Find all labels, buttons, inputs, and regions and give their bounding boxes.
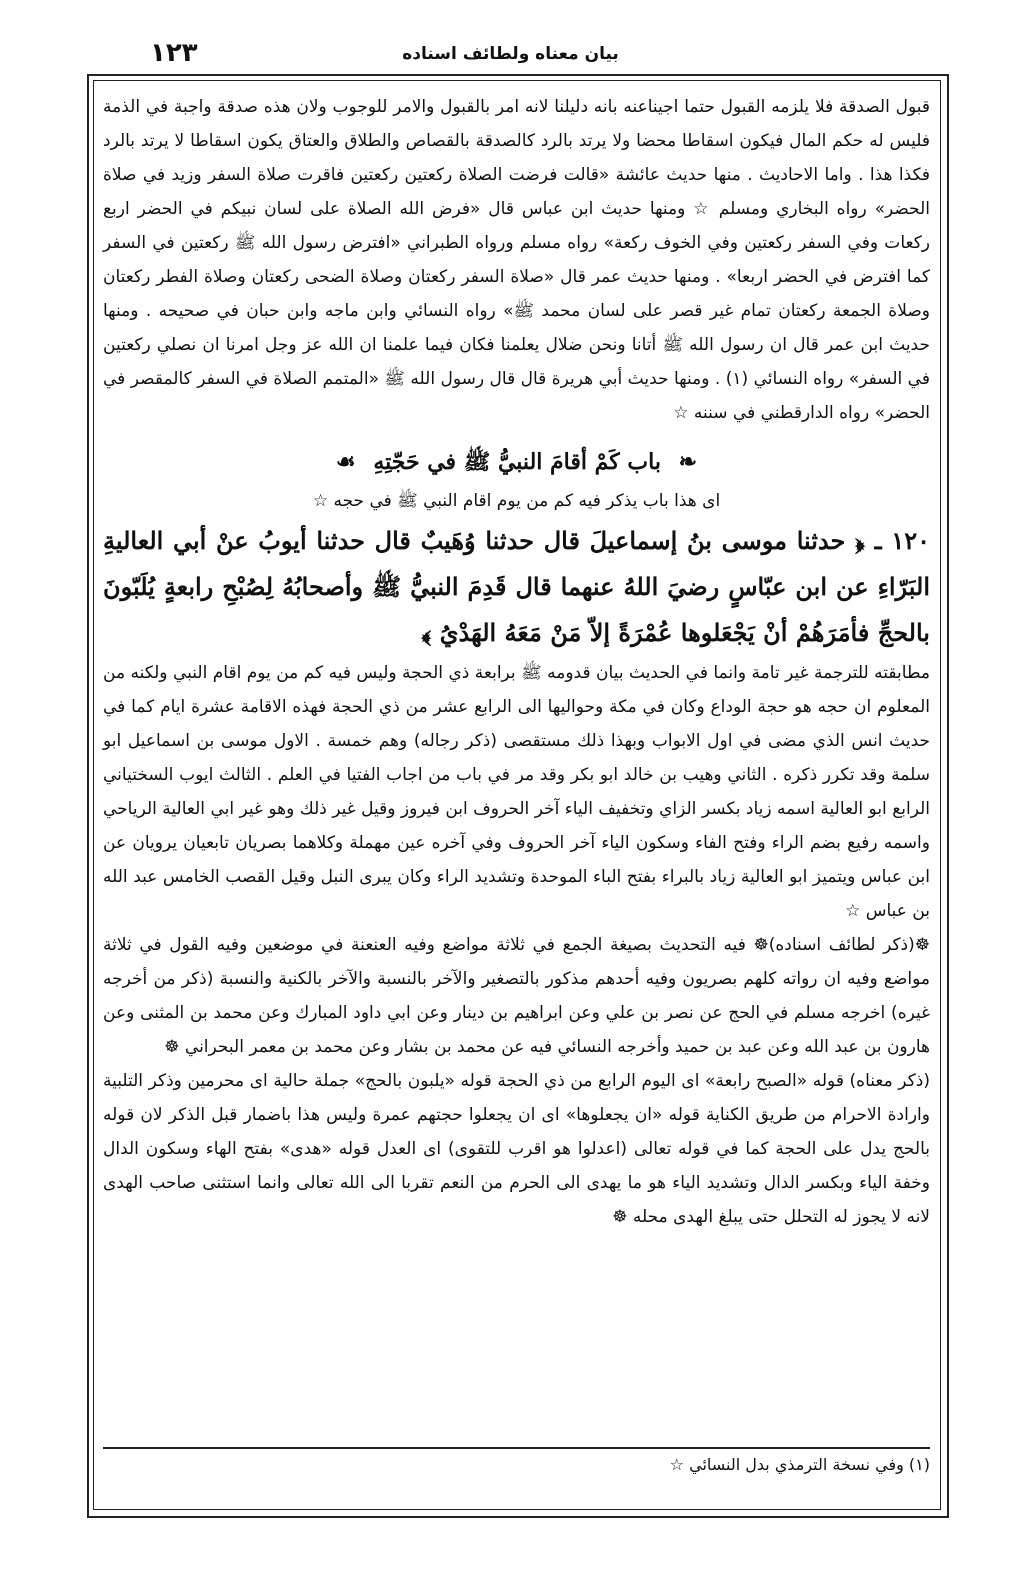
- commentary-paragraph: (ذكر معناه) قوله «الصبح رابعة» اى اليوم الرابع من ذي الحجة قوله «يلبون بالحج» جملة حالية اى محرمين وذكر التلبية وارادة الاحرام من طريق الكناية قوله «ان يجعلوها» اى ان يجعلوا حجتهم عمرة وليس هذا باضمار قبل الذكر لان قوله بالحج يدل على الحجة كما في قوله تعالى (اعدلوا هو اقرب للتقوى) اى العدل قوله «هدى» بفتح الهاء وسكون الدال وخفة الياء وبكسر الدال وتشديد الياء هو ما يهدى الى الحرم من النعم تقربا الى الله تعالى وانما استثنى صاحب الهدى لانه لا يجوز له التحلل حتى يبلغ الهدى محله ☸: [103, 1071, 930, 1227]
- ornament-right-icon: ❧: [678, 449, 698, 475]
- chapter-note: اى هذا باب يذكر فيه كم من يوم اقام النبي ﷺ في حجه ☆: [312, 491, 721, 511]
- commentary-paragraph: مطابقته للترجمة غير تامة وانما في الحديث بيان قدومه ﷺ برابعة ذي الحجة وليس فيه كم من يوم اقام النبي ولكنه من المعلوم ان حجه هو حجة الوداع وكان في مكة وحواليها الى الرابع عشر من ذي الحجة فهذه الاقامة عشرة ايام كما في حديث انس الذي مضى في اول الابواب وبهذا ذلك مستقصى (ذكر رجاله) وهم خمسة . الاول موسى بن اسماعيل ابو سلمة وقد تكرر ذكره . الثاني وهيب بن خالد ابو بكر وقد مر في باب من اجاب الفتيا في العلم . الثالث ايوب السختياني الرابع ابو العالية اسمه زياد بكسر الزاي وتخفيف الياء آخر الحروف ابن فيروز وقيل غير ذلك وهو غير ابي العالية الرياحي واسمه رفيع بضم الراء وفتح الفاء وسكون الياء آخر الحروف وفي آخره عين مهملة وكلاهما بصريان تابعيان يرويان عن ابن عباس ويتميز ابو العالية زياد بالبراء بفتح الباء الموحدة وتشديد الراء وكان يبرى النبل وقيل القصب الخامس عبد الله بن عباس ☆: [103, 663, 930, 921]
- footnote: (١) وفي نسخة الترمذي بدل النسائي ☆: [669, 1455, 930, 1474]
- footnote-divider: [103, 1447, 930, 1449]
- hadith-text: ١٢٠ ـ ﴿ حدثنا موسى بنُ إسماعيلَ قال حدثنا وُهَيبٌ قال حدثنا أيوبُ عنْ أبي العاليةِ البَرّاءِ عن ابن عبّاسٍ رضيَ اللهُ عنهما قال قَدِمَ النبيُّ ﷺ وأصحابُهُ لِصُبْحِ رابعةٍ يُلَبّونَ بالحجِّ فأمَرَهُمْ أنْ يَجْعَلوها عُمْرَةً إلاّ مَنْ مَعَهُ الهَدْيُ ﴾: [103, 526, 930, 647]
- commentary-paragraph: ☸(ذكر لطائف اسناده)☸ فيه التحديث بصيغة الجمع في ثلاثة مواضع وفيه العنعنة في موضعين وفيه القول في ثلاثة مواضع وفيه ان رواته كلهم بصريون وفيه أحدهم مذكور بالتصغير والآخر بالنسبة والآخر بالكنية والنسبة (ذكر من أخرجه غيره) اخرجه مسلم في الحج عن نصر بن علي وعن ابراهيم بن دينار وعن ابي داود المبارك وعن محمد بن المثنى وعن هارون بن عبد الله وعن عبد بن حميد وأخرجه النسائي فيه عن محمد بن بشار وعن محمد بن معمر البحراني ☸: [103, 935, 930, 1057]
- chapter-title: باب كَمْ أقامَ النبيُّ ﷺ في حَجّتِهِ: [373, 449, 661, 475]
- ornament-left-icon: ☙: [335, 449, 356, 475]
- main-text: [103, 90, 930, 1234]
- page-number: ۱۲۳: [150, 38, 198, 68]
- running-head: بيان معناه ولطائف اسناده: [402, 44, 619, 64]
- chapter-heading: [103, 440, 930, 484]
- intro-paragraph: قبول الصدقة فلا يلزمه القبول حتما اجيناعنه بانه دليلنا لانه امر بالقبول والامر للوجوب ولان هذه صدقة واجبة في الذمة فليس له حكم المال فيكون اسقاطا محضا ولا يرتد بالرد كالصدقة بالقصاص والطلاق والعتاق يكون اسقاطا لا يرتد بالرد فكذا هذا . واما الاحاديث . منها حديث عائشة «قالت فرضت الصلاة ركعتين ركعتين فاقرت صلاة السفر وزيد في صلاة الحضر» رواه البخاري ومسلم ☆ ومنها حديث ابن عباس قال «فرض الله الصلاة على لسان نبيكم في الحضر اربع ركعات وفي السفر ركعتين وفي الخوف ركعة» رواه مسلم ورواه الطبراني «افترض رسول الله ﷺ ركعتين في السفر كما افترض في الحضر اربعا» . ومنها حديث عمر قال «صلاة السفر ركعتان وصلاة الضحى ركعتان وصلاة الفطر ركعتان وصلاة الجمعة ركعتان تمام غير قصر على لسان محمد ﷺ» رواه النسائي وابن ماجه وابن حبان في صحيحه . ومنها حديث ابن عمر قال ان رسول الله ﷺ أتانا ونحن ضلال يعلمنا فكان فيما علمنا ان الله عز وجل امرنا ان نصلي ركعتين في السفر» رواه النسائي (١) . ومنها حديث أبي هريرة قال قال رسول الله ﷺ «المتمم الصلاة في السفر كالمقصر في الحضر» رواه الدارقطني في سننه ☆: [103, 97, 930, 423]
